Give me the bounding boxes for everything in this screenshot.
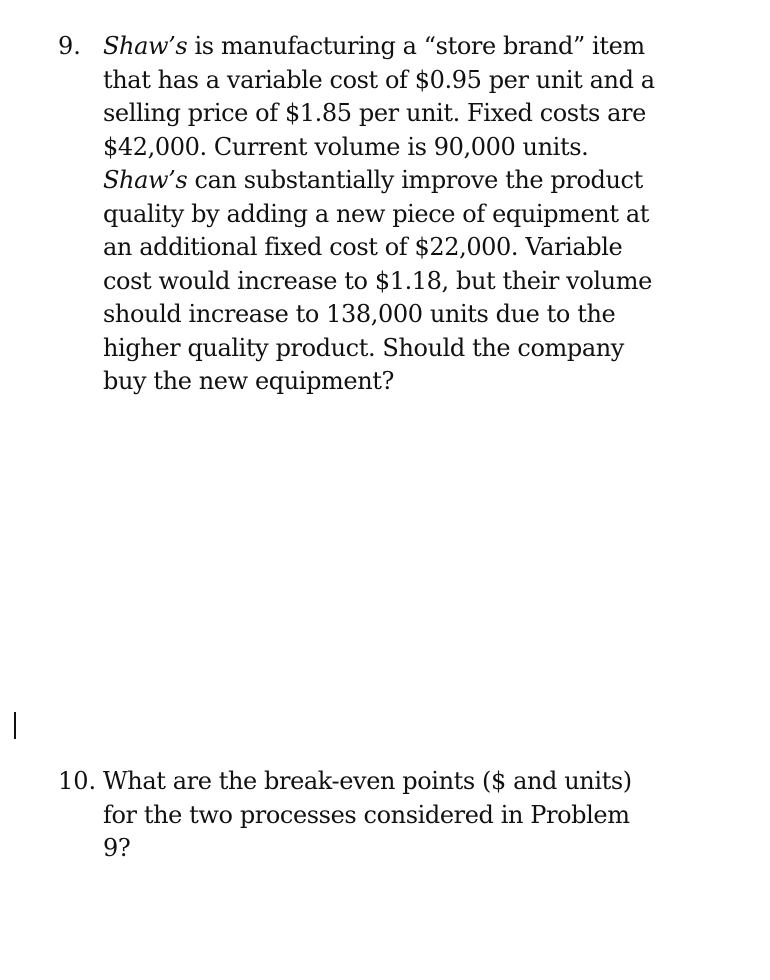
- text-line: [103, 164, 698, 198]
- text-line: buy the new equipment?: [103, 367, 394, 395]
- text-line: an additional fixed cost of $22,000. Variable: [103, 233, 623, 261]
- text-segment: can substantially improve the product: [187, 166, 643, 194]
- company-name-italic: Shaw’s: [103, 32, 188, 60]
- text-line: cost would increase to $1.18, but their volume: [103, 266, 652, 295]
- text-line: $42,000. Current volume is 90,000 units.: [103, 132, 589, 161]
- problem-number: 9.: [58, 32, 81, 60]
- text-line: that has a variable cost of $0.95 per unit and a: [103, 65, 655, 94]
- text-line: should increase to 138,000 units due to the: [103, 300, 616, 328]
- text-cursor[interactable]: [14, 712, 16, 739]
- problem-text: [103, 765, 698, 866]
- problem-text: [103, 30, 698, 399]
- text-segment: is manufacturing a “store brand” item: [187, 32, 645, 60]
- text-line: higher quality product. Should the company: [103, 333, 624, 362]
- text-line: quality by adding a new piece of equipment at: [103, 199, 649, 228]
- problem-number: 10.: [58, 767, 97, 795]
- problem-9: [58, 30, 698, 399]
- text-line: [103, 30, 698, 64]
- text-line: for the two processes considered in Problem: [103, 800, 630, 829]
- company-name-italic: Shaw’s: [103, 166, 188, 194]
- text-line: What are the break-even points ($ and units): [103, 767, 632, 795]
- text-line: 9?: [103, 834, 131, 862]
- text-line: selling price of $1.85 per unit. Fixed costs are: [103, 99, 646, 127]
- problem-10: [58, 765, 698, 866]
